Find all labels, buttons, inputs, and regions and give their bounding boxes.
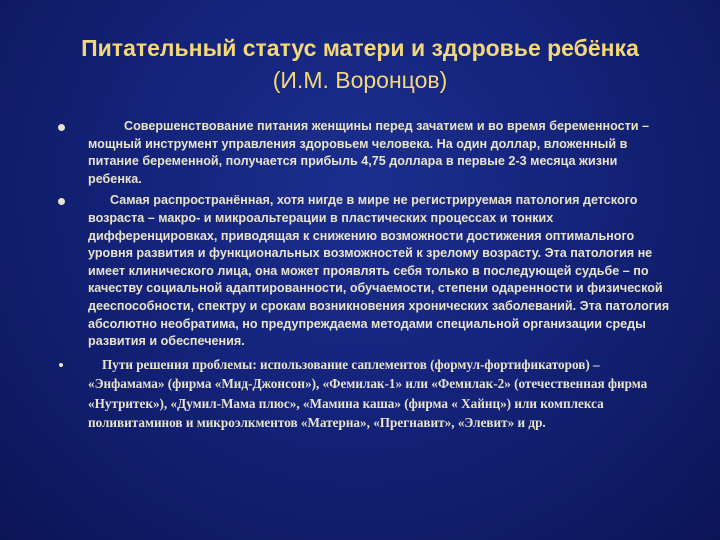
bullet-text: Пути решения проблемы: использование саплементов (формул-фортификаторов) – «Энфамама» (фирма «Мид-Джонсон»), «Фемилак-1» или «Фемилак-2» (отечественная фирма «Нутритек»), «Думил-Мама плюс», «Мамина каша» (фирма « Хайнц») или комплекса поливитаминов и микроэлкментов «Матерна», «Прегнавит», «Элевит» и др. — [88, 356, 648, 430]
bullet-small-dot-icon — [59, 363, 63, 367]
bullet-item — [58, 192, 670, 350]
slide-title — [60, 32, 660, 96]
bullet-text: Совершенствование питания женщины перед зачатием и во время беременности – мощный инструмент управления здоровьем человека. На один доллар, вложенный в питание беременной, получается прибыль 4,75 доллара в первые 2-3 месяца жизни ребенка. — [88, 119, 650, 186]
bullet-item — [58, 355, 670, 433]
bullet-dot-icon — [58, 124, 65, 131]
bullet-item — [58, 118, 670, 188]
bullet-list — [58, 118, 670, 432]
title-author-text: (И.М. Воронцов) — [272, 67, 448, 93]
bullet-text: Самая распространённая, хотя нигде в мире не регистрируемая патология детского возраста – макро- и микроальтерации в пластических процессах и тонких дифференцировках, приводящая к снижению возможности достижения оптимального уровня развития и функциональных возможностей к зрелому возрасту. Эта патология не имеет клинического лица, она может проявлять себя только в последующей судьбе – по качеству социальной адаптированности, обучаемости, степени одаренности и физической дееспособности, спектру и срокам возникновения хронических заболеваний. Эта патология абсолютно необратима, но предупреждаема методами специальной организации среды развития и обеспечения. — [88, 193, 670, 349]
bullet-dot-icon — [58, 198, 65, 205]
title-bold-text: Питательный статус матери и здоровье ребёнка — [81, 35, 639, 61]
